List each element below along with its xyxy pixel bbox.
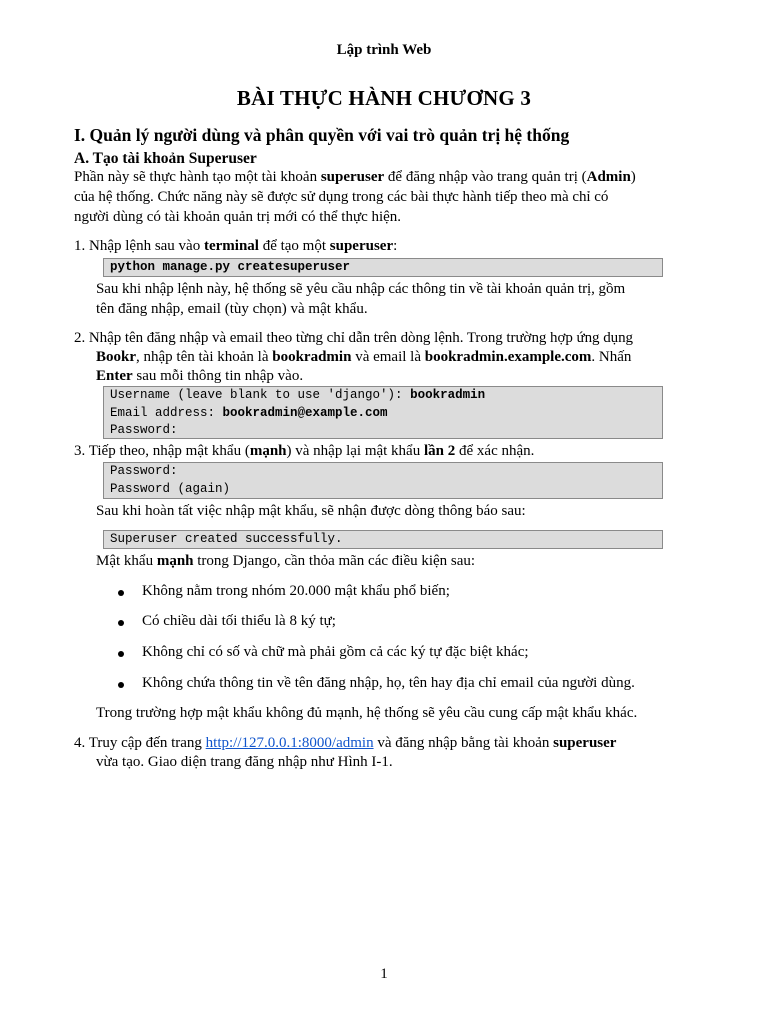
code-block-createsuperuser xyxy=(103,258,663,277)
text: và email là xyxy=(351,349,425,365)
code-text: Username (leave blank to use 'django'): xyxy=(110,388,411,402)
bold-text: Enter xyxy=(96,368,133,384)
code-text: Email address: xyxy=(110,405,223,420)
bold-text: superuser xyxy=(553,735,617,751)
text: Mật khẩu xyxy=(96,553,157,569)
text: sau mỗi thông tin nhập vào. xyxy=(132,368,304,384)
code-line-email xyxy=(110,405,662,423)
code-line: python manage.py createsuperuser xyxy=(110,260,351,274)
step-2-line-1: 2. Nhập tên đăng nhập và email theo từng chỉ dẫn trên dòng lệnh. Trong trường hợp ứng dụng xyxy=(74,330,634,346)
bold-text: mạnh xyxy=(156,553,194,569)
code-line: Superuser created successfully. xyxy=(110,532,343,546)
bold-text: lần 2 xyxy=(423,443,456,459)
step-3-note: Sau khi hoàn tất việc nhập mật khẩu, sẽ nhận được dòng thông báo sau: xyxy=(96,503,526,519)
intro-line-2: của hệ thống. Chức năng này sẽ được sử dụng trong các bài thực hành tiếp theo mà chỉ có xyxy=(74,189,609,205)
code-bold: bookradmin@example.com xyxy=(222,405,388,420)
code-block-password xyxy=(103,462,663,499)
step-2-line-2 xyxy=(96,348,631,367)
code-block-credentials xyxy=(103,386,663,439)
step-4-line-1 xyxy=(74,734,616,753)
text: 3. Tiếp theo, nhập mật khẩu ( xyxy=(74,443,250,459)
bold-text: bookradmin xyxy=(272,349,352,365)
text: trong Django, cần thỏa mãn các điều kiện sau: xyxy=(193,553,476,569)
code-bold: bookradmin xyxy=(410,388,486,402)
bold-text: superuser xyxy=(320,169,385,185)
text: Phần này sẽ thực hành tạo một tài khoản xyxy=(74,169,321,185)
bold-text: Bookr xyxy=(96,349,137,365)
intro-line-3: người dùng có tài khoản quản trị mới có thể thực hiện. xyxy=(74,209,402,225)
bold-text: superuser xyxy=(329,238,394,254)
text: ) và nhập lại mật khẩu xyxy=(286,443,424,459)
code-line: Password (again) xyxy=(110,481,231,496)
step-4-line-2: vừa tạo. Giao diện trang đăng nhập như Hình I-1. xyxy=(96,754,393,770)
text: để đăng nhập vào trang quản trị ( xyxy=(384,169,587,185)
text: ) xyxy=(630,169,636,185)
text: để tạo một xyxy=(258,238,330,254)
text: để xác nhận. xyxy=(455,443,535,459)
weak-password-note: Trong trường hợp mật khẩu không đủ mạnh, hệ thống sẽ yêu cầu cung cấp mật khẩu khác. xyxy=(96,705,638,721)
text: : xyxy=(393,238,398,254)
text: 4. Truy cập đến trang xyxy=(74,735,206,751)
bullet-item: Có chiều dài tối thiểu là 8 ký tự; xyxy=(142,613,336,629)
text: và đăng nhập bằng tài khoản xyxy=(373,735,554,751)
text: 1. Nhập lệnh sau vào xyxy=(74,238,204,254)
subsection-heading: A. Tạo tài khoản Superuser xyxy=(74,150,257,167)
bold-text: bookradmin.example.com xyxy=(424,349,592,365)
text: . Nhấn xyxy=(591,349,632,365)
page-number: 1 xyxy=(380,966,388,982)
step-1-note-2: tên đăng nhập, email (tùy chọn) và mật khẩu. xyxy=(96,301,368,317)
step-1-note-1: Sau khi nhập lệnh này, hệ thống sẽ yêu cầu nhập các thông tin về tài khoản quản trị, gồm xyxy=(96,281,626,297)
code-block-success xyxy=(103,530,663,549)
bold-text: Admin xyxy=(586,169,631,185)
bullet-item: Không chỉ có số và chữ mà phải gồm cả các ký tự đặc biệt khác; xyxy=(142,644,529,660)
step-3 xyxy=(74,442,534,461)
bullet-icon xyxy=(118,682,124,688)
bullet-item: Không chứa thông tin về tên đăng nhập, họ, tên hay địa chỉ email của người dùng. xyxy=(142,675,635,691)
page-title: BÀI THỰC HÀNH CHƯƠNG 3 xyxy=(236,86,532,110)
code-line: Password: xyxy=(110,464,178,478)
bullet-item: Không nằm trong nhóm 20.000 mật khẩu phổ biến; xyxy=(142,583,450,599)
code-line-password: Password: xyxy=(110,423,178,437)
text: , nhập tên tài khoản là xyxy=(136,349,273,365)
section-heading: I. Quản lý người dùng và phân quyền với vai trò quản trị hệ thống xyxy=(74,125,570,145)
admin-link[interactable]: http://127.0.0.1:8000/admin xyxy=(205,735,374,751)
bullet-icon xyxy=(118,590,124,596)
step-2-line-3 xyxy=(96,367,303,386)
strong-password-intro xyxy=(96,552,475,571)
bold-text: mạnh xyxy=(249,443,287,459)
bullet-icon xyxy=(118,651,124,657)
bold-text: terminal xyxy=(203,238,259,254)
intro-line-1 xyxy=(74,168,636,187)
code-line-username xyxy=(110,387,662,405)
step-1 xyxy=(74,237,397,256)
running-header: Lập trình Web xyxy=(336,42,432,58)
bullet-icon xyxy=(118,620,124,626)
